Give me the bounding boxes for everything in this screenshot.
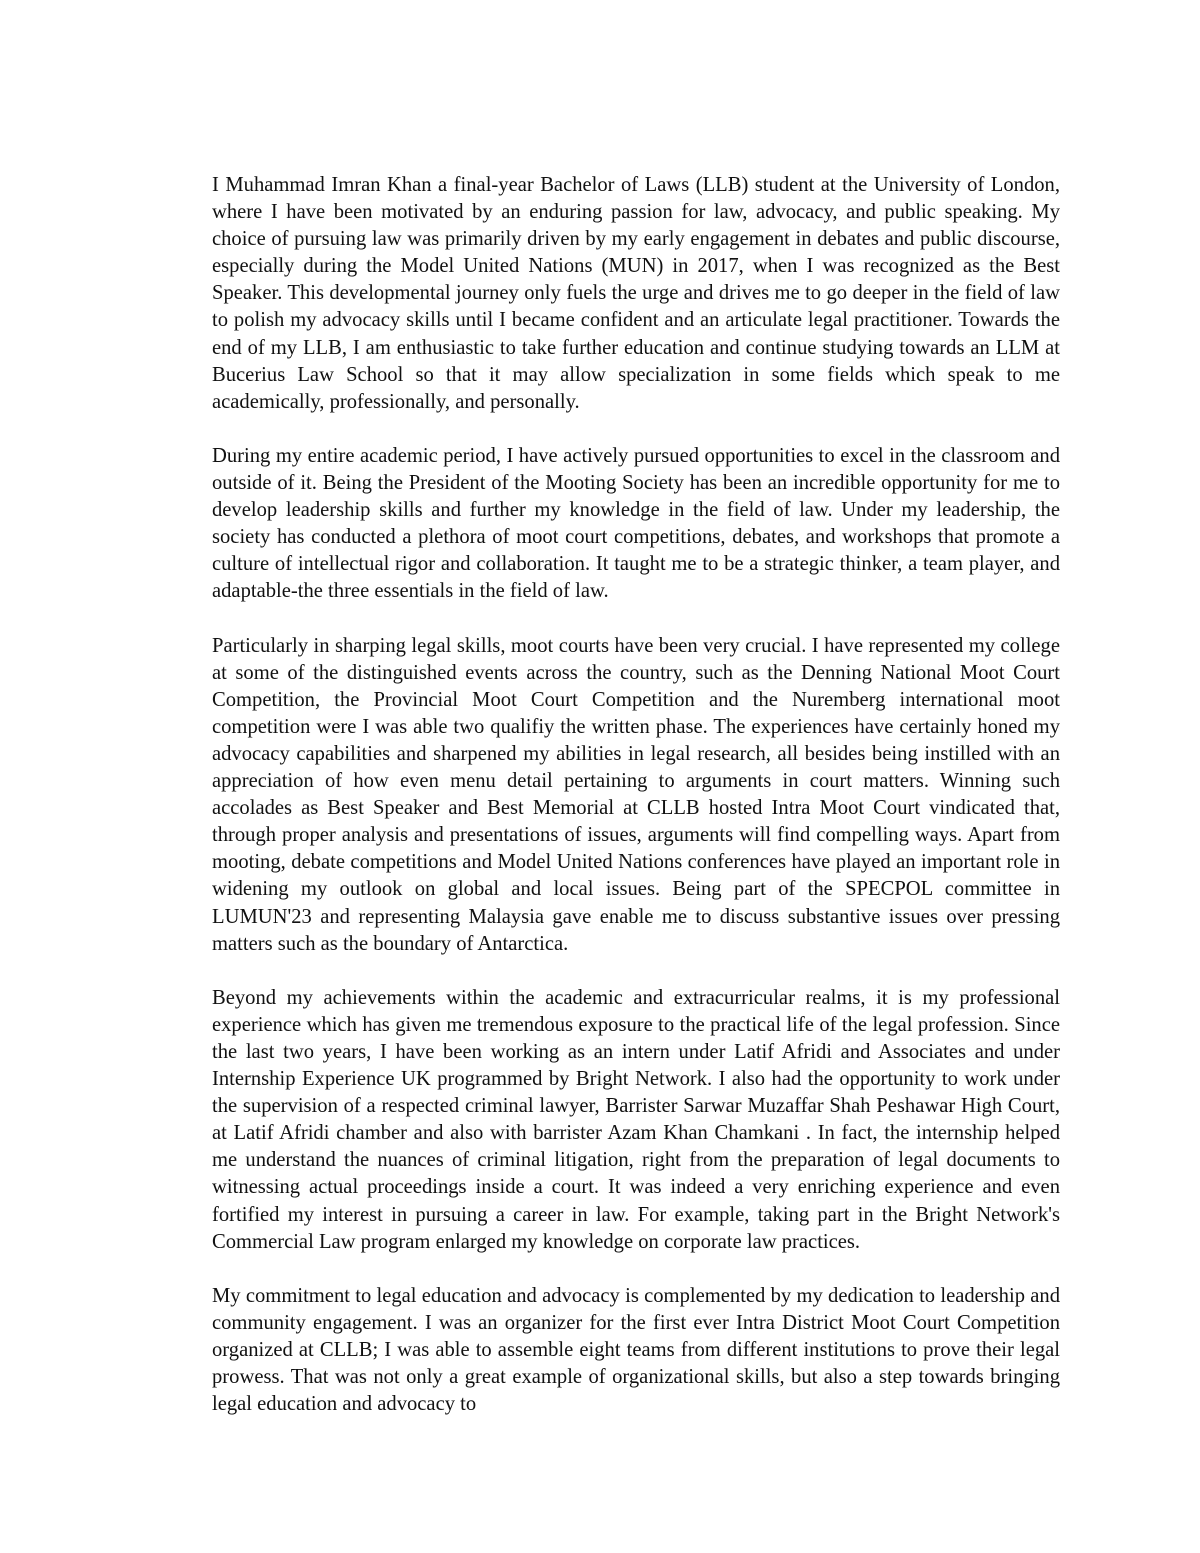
paragraph-leadership: My commitment to legal education and advocacy is complemented by my dedication to leadership and community engagement. I was an organizer for the first ever Intra District Moot Court Competition organized at CLLB; I was able to assemble eight teams from different institutions to prove their legal prowess. That was not only a great example of organizational skills, but also a step towards bringing legal education and advocacy to — [212, 1284, 1060, 1416]
paragraph-motivation: I Muhammad Imran Khan a final-year Bachelor of Laws (LLB) student at the University of London, where I have been motivated by an enduring passion for law, advocacy, and public speaking. My choice of pursuing law was primarily driven by my early engagement in debates and public discourse, especially during the Model United Nations (MUN) in 2017, when I was recognized as the Best Speaker. This developmental journey only fuels the urge and drives me to go deeper in the field of law to polish my advocacy skills until I became confident and an articulate legal practitioner. Towards the end of my LLB, I am enthusiastic to take further education and continue studying towards an LLM at Bucerius Law School so that it may allow specialization in some fields which speak to me academically, professionally, and personally. — [212, 174, 1060, 413]
document-body — [212, 172, 1060, 1418]
paragraph-academic: During my entire academic period, I have actively pursued opportunities to excel in the classroom and outside of it. Being the President of the Mooting Society has been an incredible opportunity for me to develop leadership skills and further my knowledge in the field of law. Under my leadership, the society has conducted a plethora of moot court competitions, debates, and workshops that promote a culture of intellectual rigor and collaboration. It taught me to be a strategic thinker, a team player, and adaptable-the three essentials in the field of law. — [212, 444, 1060, 603]
paragraph-professional: Beyond my achievements within the academic and extracurricular realms, it is my professional experience which has given me tremendous exposure to the practical life of the legal profession. Since the last two years, I have been working as an intern under Latif Afridi and Associates and under Internship Experience UK programmed by Bright Network. I also had the opportunity to work under the supervision of a respected criminal lawyer, Barrister Sarwar Muzaffar Shah Peshawar High Court, at Latif Afridi chamber and also with barrister Azam Khan Chamkani . In fact, the internship helped me understand the nuances of criminal litigation, right from the preparation of legal documents to witnessing actual proceedings inside a court. It was indeed a very enriching experience and even fortified my interest in pursuing a career in law. For example, taking part in the Bright Network's Commercial Law program enlarged my knowledge on corporate law practices. — [212, 986, 1060, 1253]
paragraph-mooting: Particularly in sharping legal skills, moot courts have been very crucial. I have represented my college at some of the distinguished events across the country, such as the Denning National Moot Court Competition, the Provincial Moot Court Competition and the Nuremberg international moot competition were I was able two qualifiy the written phase. The experiences have certainly honed my advocacy capabilities and sharpened my abilities in legal research, all besides being instilled with an appreciation of how even menu detail pertaining to arguments in court matters. Winning such accolades as Best Speaker and Best Memorial at CLLB hosted Intra Moot Court vindicated that, through proper analysis and presentations of issues, arguments will find compelling ways. Apart from mooting, debate competitions and Model United Nations conferences have played an important role in widening my outlook on global and local issues. Being part of the SPECPOL committee in LUMUN'23 and representing Malaysia gave enable me to discuss substantive issues over pressing matters such as the boundary of Antarctica. — [212, 634, 1060, 955]
